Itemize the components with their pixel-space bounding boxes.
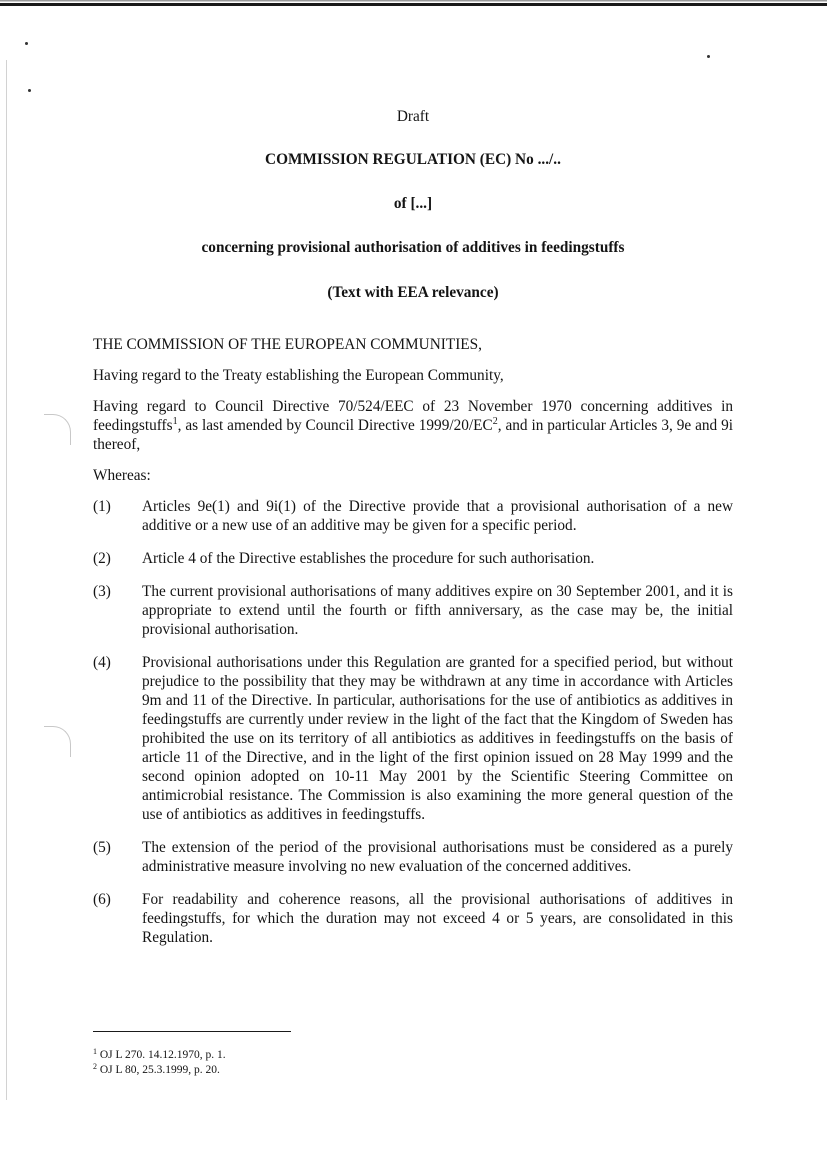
footnote-separator — [93, 1031, 291, 1032]
recital-number: (4) — [93, 654, 111, 671]
recital-number: (1) — [93, 498, 111, 515]
draft-label: Draft — [396, 108, 430, 125]
footnote-ref: 1 — [172, 416, 178, 427]
recital-text: Provisional authorisations under this Regulation are granted for a specified period, but without prejudice to the possibility that they may be withdrawn at any time in accordance with Articles 9m and 11 of the Directive. In particular, authorisations for the use of antibiotics as additives in feedingstuffs are currently under review in the light of the fact that the Kingdom of Sweden has prohibited the use on its territory of all antibiotics as additives in feedingstuffs on the basis of article 11 of the Directive, and in the light of the first opinion issued on 28 May 1999 and the second opinion adopted on 10-11 May 2001 by the Scientific Steering Committee on antimicrobial resistance. The Commission is also examining the more general question of the use of antibiotics as additives in feedingstuffs. — [142, 654, 733, 823]
recital — [93, 497, 733, 535]
punch-hole-mark — [44, 414, 71, 445]
regulation-date: of [...] — [393, 195, 433, 212]
recital-text: The current provisional authorisations of many additives expire on 30 September 2001, and it is appropriate to extend until the fourth or fifth anniversary, as the case may be, the initial provisional authorisation. — [142, 583, 733, 638]
recital — [93, 838, 733, 876]
footnotes — [93, 1048, 226, 1078]
scan-top-border — [0, 0, 827, 6]
directive-citation-text: , and in particular Articles 3, 9e and 9i thereof, — [93, 417, 733, 453]
regulation-title: COMMISSION REGULATION (EC) No .../.. — [265, 151, 561, 168]
directive-citation-text: , as last amended by Council Directive 1999/20/EC — [177, 417, 493, 434]
recital-number: (2) — [93, 550, 111, 567]
recital-text: The extension of the period of the provisional authorisations must be considered as a purely administrative measure involving no new evaluation of the concerned additives. — [142, 839, 733, 875]
recital-text: Articles 9e(1) and 9i(1) of the Directive provide that a provisional authorisation of a new additive or a new use of an additive may be given for a specific period. — [142, 498, 733, 534]
scan-speck — [25, 42, 28, 45]
recital — [93, 582, 733, 639]
regulation-subject: concerning provisional authorisation of additives in feedingstuffs — [201, 239, 625, 256]
scan-left-edge — [6, 60, 7, 1100]
recital-number: (6) — [93, 891, 111, 908]
footnote — [93, 1048, 226, 1063]
footnote — [93, 1063, 226, 1078]
footnote-text: OJ L 80, 25.3.1999, p. 20. — [99, 1064, 220, 1076]
scan-speck — [28, 89, 31, 92]
footnote-mark: 2 — [93, 1062, 97, 1071]
commission-heading: THE COMMISSION OF THE EUROPEAN COMMUNITIES, — [93, 336, 482, 353]
recital — [93, 549, 733, 568]
whereas-heading: Whereas: — [93, 467, 151, 484]
recital — [93, 653, 733, 824]
recital-number: (3) — [93, 583, 111, 600]
treaty-citation: Having regard to the Treaty establishing the European Community, — [93, 367, 504, 384]
footnote-text: OJ L 270. 14.12.1970, p. 1. — [99, 1049, 226, 1061]
recital-text: Article 4 of the Directive establishes the procedure for such authorisation. — [142, 550, 595, 567]
footnote-ref: 2 — [492, 416, 498, 427]
punch-hole-mark — [44, 726, 71, 757]
footnote-mark: 1 — [93, 1047, 97, 1056]
recital-text: For readability and coherence reasons, all the provisional authorisations of additives in feedingstuffs, for which the duration may not exceed 4 or 5 years, are consolidated in this Regulation. — [142, 891, 733, 946]
recital — [93, 890, 733, 947]
recital-number: (5) — [93, 839, 111, 856]
scan-speck — [707, 55, 710, 58]
eea-relevance: (Text with EEA relevance) — [327, 284, 499, 301]
directive-citation-text: Having regard to Council Directive 70/524/EEC of 23 November 1970 concerning additives in feedingstuffs — [93, 398, 733, 434]
document-page — [93, 107, 733, 961]
directive-citation — [93, 397, 733, 454]
